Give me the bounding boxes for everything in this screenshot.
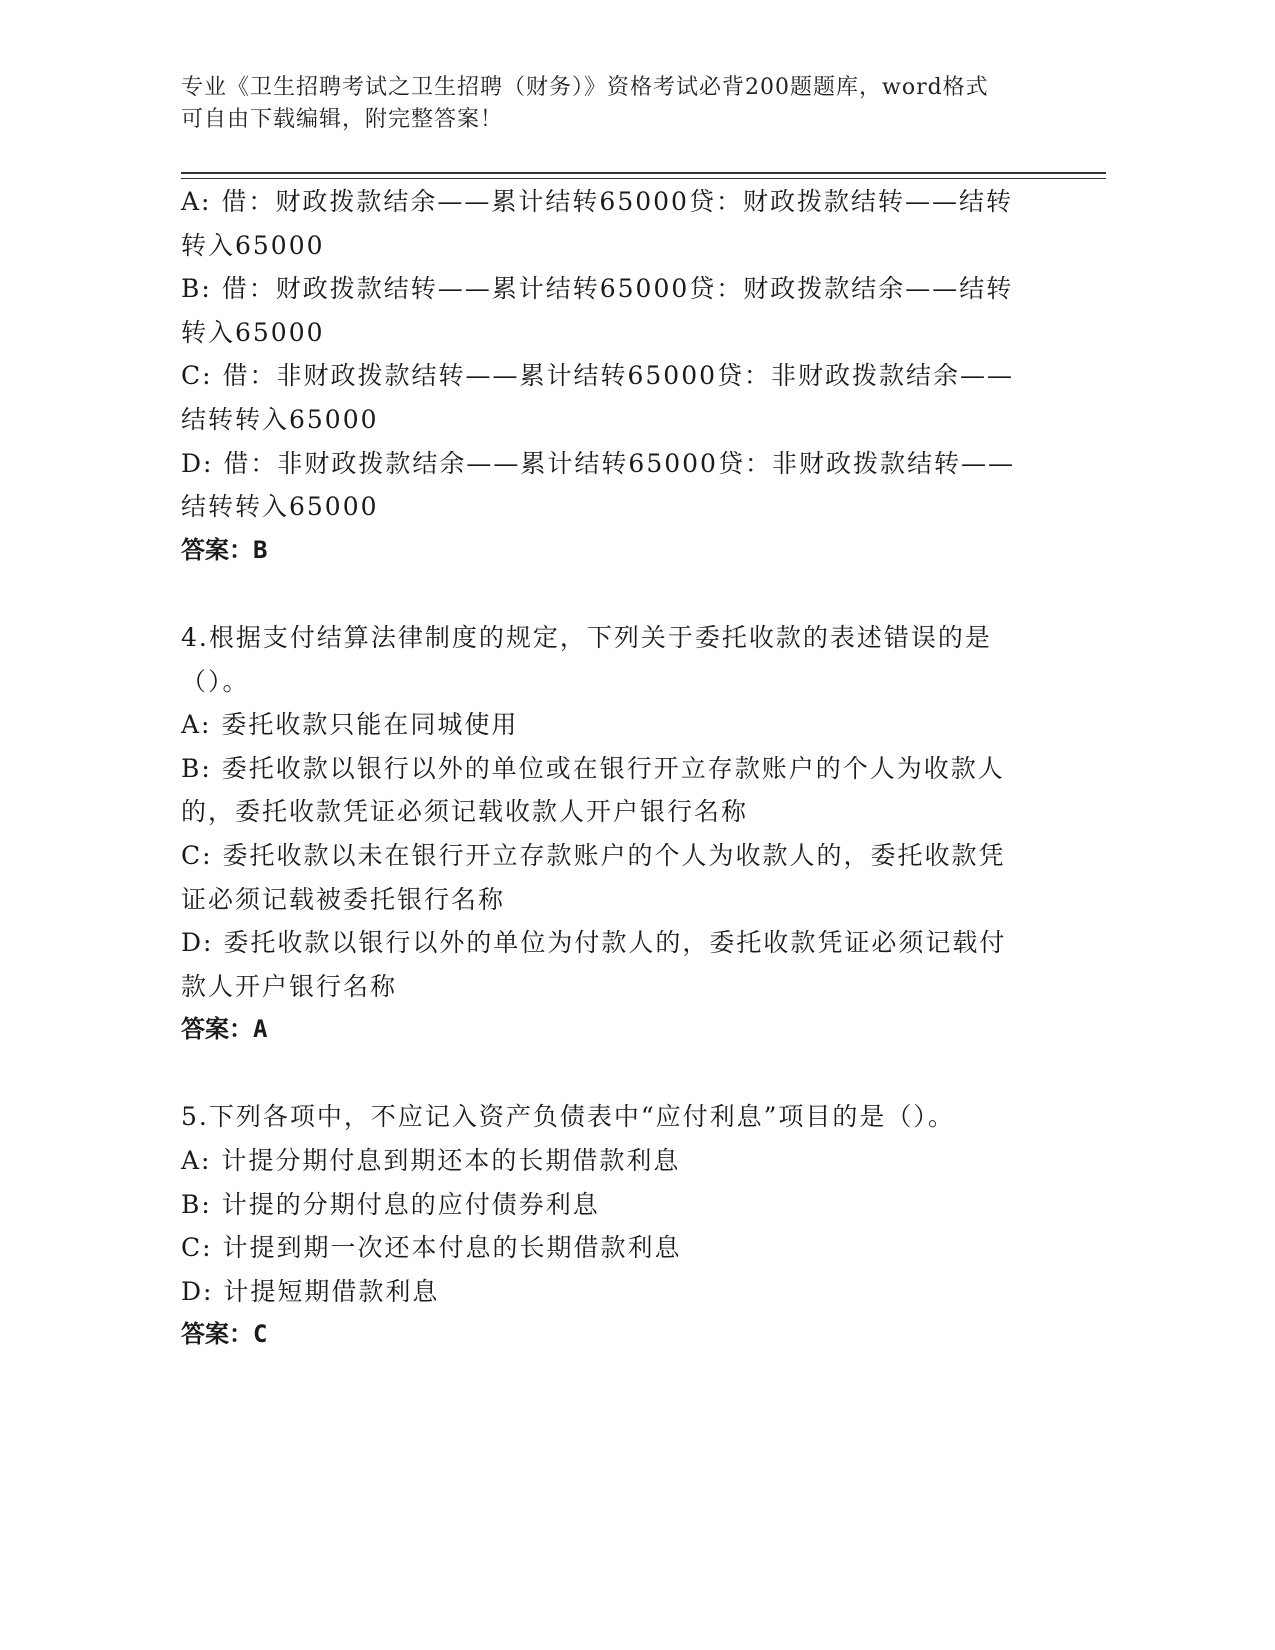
option-a-line-2: 转入65000 — [181, 230, 325, 260]
question-4 — [181, 616, 1031, 1052]
question-stem-line-2: （）。 — [181, 666, 250, 696]
answer-label: 答案：C — [181, 1320, 268, 1349]
spacer — [181, 1052, 1031, 1096]
option-b: B: 计提的分期付息的应付债券利息 — [181, 1189, 600, 1219]
document-header — [181, 72, 1061, 136]
option-b-line-1: B: 借：财政拨款结转——累计结转65000贷：财政拨款结余——结转 — [181, 274, 1014, 304]
spacer — [181, 572, 1031, 616]
option-c-line-2: 结转转入65000 — [181, 404, 379, 434]
option-d-line-1: D: 借：非财政拨款结余——累计结转65000贷：非财政拨款结转—— — [181, 448, 1015, 478]
answer-label: 答案：B — [181, 535, 268, 564]
option-c-line-1: C: 借：非财政拨款结转——累计结转65000贷：非财政拨款结余—— — [181, 361, 1015, 391]
option-c-line-1: C: 委托收款以未在银行开立存款账户的个人为收款人的，委托收款凭 — [181, 840, 1006, 870]
option-a: A: 计提分期付息到期还本的长期借款利息 — [181, 1146, 681, 1176]
header-line-2: 可自由下载编辑，附完整答案！ — [181, 107, 504, 132]
option-a-line-1: A: 借：财政拨款结余——累计结转65000贷：财政拨款结转——结转 — [181, 187, 1013, 216]
header-divider-top — [181, 172, 1106, 174]
header-divider-bottom — [181, 178, 1106, 179]
question-stem-line-1: 4.根据支付结算法律制度的规定，下列关于委托收款的表述错误的是 — [181, 622, 992, 652]
option-c: C: 计提到期一次还本付息的长期借款利息 — [181, 1233, 682, 1263]
question-5 — [181, 1095, 1031, 1357]
option-b-line-1: B: 委托收款以银行以外的单位或在银行开立存款账户的个人为收款人 — [181, 753, 1005, 783]
option-d-line-2: 款人开户银行名称 — [181, 971, 398, 1001]
option-d-line-2: 结转转入65000 — [181, 492, 379, 522]
option-d: D: 计提短期借款利息 — [181, 1276, 440, 1306]
question-list — [181, 180, 1031, 1357]
option-d-line-1: D: 委托收款以银行以外的单位为付款人的，委托收款凭证必须记载付 — [181, 928, 1007, 958]
option-c-line-2: 证必须记载被委托银行名称 — [181, 884, 506, 914]
answer-label: 答案：A — [181, 1015, 268, 1044]
question-3-options — [181, 180, 1031, 572]
option-b-line-2: 的，委托收款凭证必须记载收款人开户银行名称 — [181, 797, 749, 827]
question-stem: 5.下列各项中，不应记入资产负债表中“应付利息”项目的是（）。 — [181, 1102, 955, 1132]
option-a: A: 委托收款只能在同城使用 — [181, 710, 519, 740]
option-b-line-2: 转入65000 — [181, 317, 325, 347]
header-line-1: 专业《卫生招聘考试之卫生招聘（财务）》资格考试必背200题题库，word格式 — [181, 75, 989, 100]
